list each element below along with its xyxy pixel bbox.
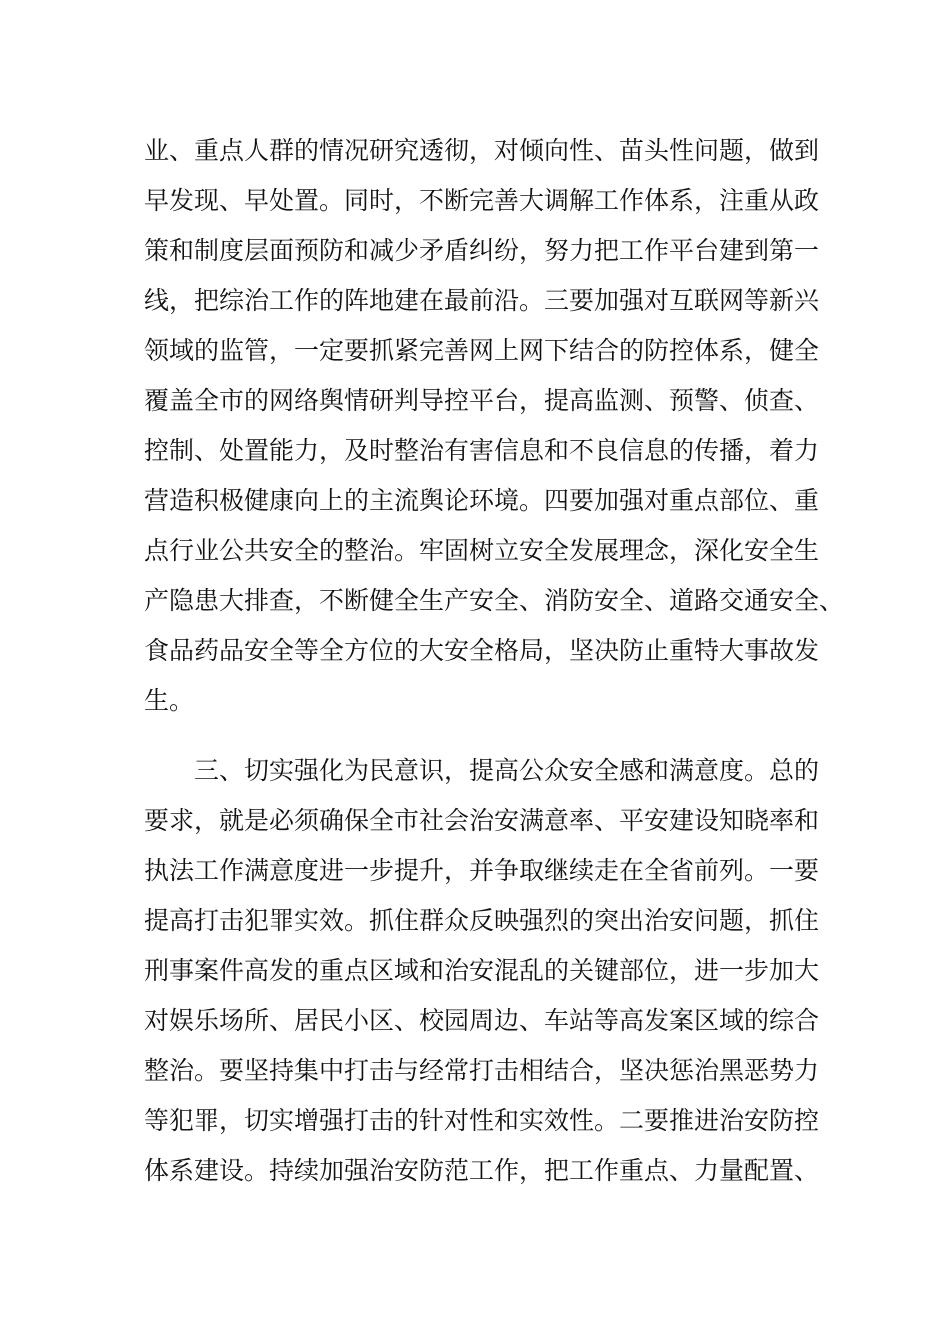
- text-line: 业、重点人群的情况研究透彻，对倾向性、苗头性问题，做到: [144, 136, 820, 165]
- text-line: 领域的监管，一定要抓紧完善网上网下结合的防控体系，健全: [144, 336, 820, 365]
- text-line: 策和制度层面预防和减少矛盾纠纷，努力把工作平台建到第一: [144, 236, 820, 265]
- text-line: 点行业公共安全的整治。牢固树立安全发展理念，深化安全生: [144, 536, 820, 565]
- text-line: 体系建设。持续加强治安防范工作，把工作重点、力量配置、: [144, 1156, 820, 1185]
- text-line: 早发现、早处置。同时，不断完善大调解工作体系，注重从政: [144, 186, 820, 215]
- text-line: 等犯罪，切实增强打击的针对性和实效性。二要推进治安防控: [144, 1106, 820, 1135]
- text-line: 整治。要坚持集中打击与经常打击相结合，坚决惩治黑恶势力: [144, 1056, 820, 1085]
- text-line: 营造积极健康向上的主流舆论环境。四要加强对重点部位、重: [144, 486, 820, 515]
- text-line: 对娱乐场所、居民小区、校园周边、车站等高发案区域的综合: [144, 1006, 820, 1035]
- text-line: 刑事案件高发的重点区域和治安混乱的关键部位，进一步加大: [144, 956, 820, 985]
- text-line: 产隐患大排查，不断健全生产安全、消防安全、道路交通安全、: [144, 586, 845, 615]
- text-line-first: 三、切实强化为民意识，提高公众安全感和满意度。总的: [194, 756, 820, 785]
- text-line: 食品药品安全等全方位的大安全格局，坚决防止重特大事故发: [144, 636, 820, 665]
- paragraph-section-three: [144, 746, 820, 1196]
- text-line: 执法工作满意度进一步提升，并争取继续走在全省前列。一要: [144, 856, 820, 885]
- text-line: 控制、处置能力，及时整治有害信息和不良信息的传播，着力: [144, 436, 820, 465]
- text-line: 提高打击犯罪实效。抓住群众反映强烈的突出治安问题，抓住: [144, 906, 820, 935]
- text-line: 要求，就是必须确保全市社会治安满意率、平安建设知晓率和: [144, 806, 820, 835]
- text-line: 生。: [144, 686, 195, 715]
- paragraph-continuation: [144, 126, 845, 726]
- text-line: 线，把综治工作的阵地建在最前沿。三要加强对互联网等新兴: [144, 286, 820, 315]
- text-line: 覆盖全市的网络舆情研判导控平台，提高监测、预警、侦查、: [144, 386, 820, 415]
